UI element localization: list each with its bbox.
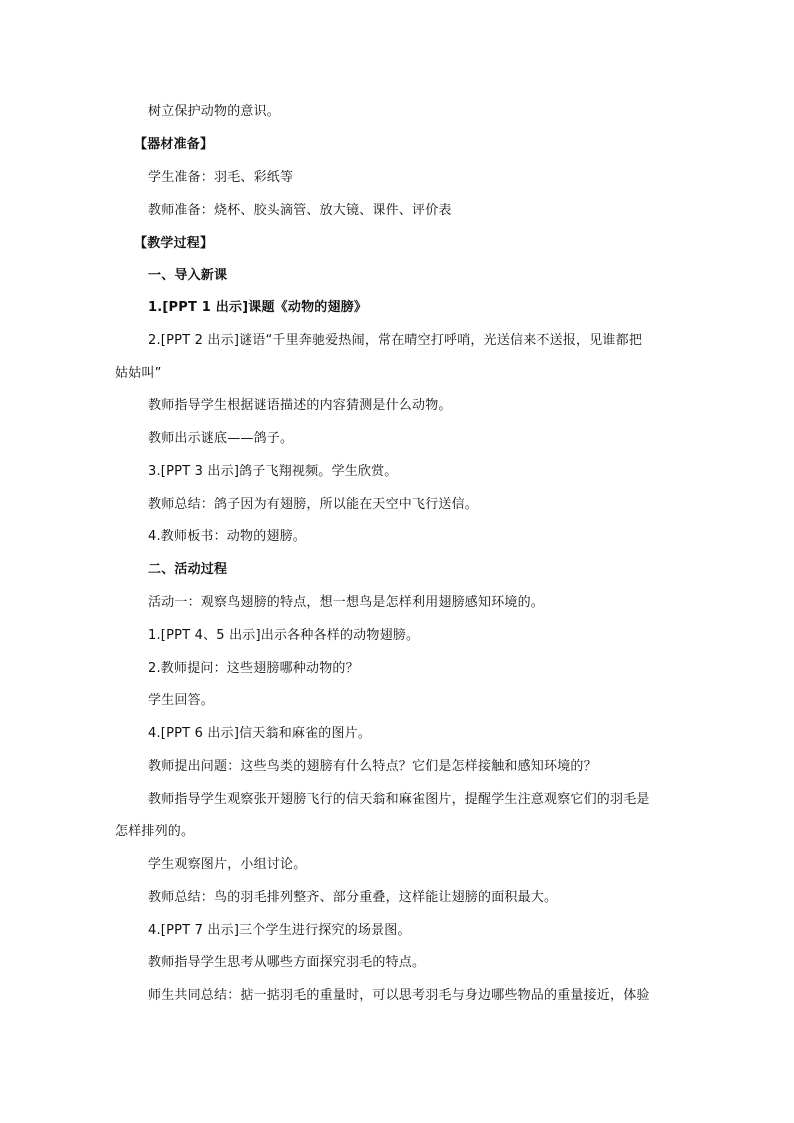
text-line: 1.[PPT 1 出示]课题《动物的翅膀》 xyxy=(148,300,368,315)
text-line: 学生观察图片，小组讨论。 xyxy=(148,857,307,872)
text-line: 3.[PPT 3 出示]鸽子飞翔视频。学生欣赏。 xyxy=(148,464,398,479)
text-line: 教师总结：鸟的羽毛排列整齐、部分重叠，这样能让翅膀的面积最大。 xyxy=(148,890,558,905)
text-line: 教师准备：烧杯、胶头滴管、放大镜、课件、评价表 xyxy=(148,203,452,218)
text-line: 4.教师板书：动物的翅膀。 xyxy=(148,529,307,544)
text-line: 2.[PPT 2 出示]谜语“千里奔驰爱热闹，常在晴空打呼哨，光送信来不送报，见谁都把 xyxy=(148,333,643,348)
text-line: 怎样排列的。 xyxy=(115,824,195,839)
text-line: 学生回答。 xyxy=(148,693,215,708)
text-line: 4.[PPT 6 出示]信天翁和麻雀的图片。 xyxy=(148,726,372,741)
text-line: 教师提出问题：这些鸟类的翅膀有什么特点？它们是怎样接触和感知环境的？ xyxy=(148,759,597,774)
text-line: 2.教师提问：这些翅膀哪种动物的？ xyxy=(148,661,359,676)
text-line: 教师指导学生思考从哪些方面探究羽毛的特点。 xyxy=(148,955,426,970)
text-line: 树立保护动物的意识。 xyxy=(148,104,281,119)
text-line: 学生准备：羽毛、彩纸等 xyxy=(148,170,294,185)
subsection-heading: 二、活动过程 xyxy=(148,562,228,577)
text-line: 教师出示谜底——鸽子。 xyxy=(148,431,294,446)
text-line: 4.[PPT 7 出示]三个学生进行探究的场景图。 xyxy=(148,923,411,938)
text-line: 姑姑叫” xyxy=(115,366,162,381)
section-heading: 【教学过程】 xyxy=(134,236,214,251)
subsection-heading: 一、导入新课 xyxy=(148,268,228,283)
text-line: 活动一：观察鸟翅膀的特点，想一想鸟是怎样利用翅膀感知环境的。 xyxy=(148,595,545,610)
text-line: 教师总结：鸽子因为有翅膀，所以能在天空中飞行送信。 xyxy=(148,497,479,512)
text-line: 教师指导学生观察张开翅膀飞行的信天翁和麻雀图片，提醒学生注意观察它们的羽毛是 xyxy=(148,792,650,807)
text-line: 1.[PPT 4、5 出示]出示各种各样的动物翅膀。 xyxy=(148,628,420,643)
text-line: 师生共同总结：掂一掂羽毛的重量时，可以思考羽毛与身边哪些物品的重量接近，体验 xyxy=(148,988,650,1003)
section-heading: 【器材准备】 xyxy=(134,137,214,152)
text-line: 教师指导学生根据谜语描述的内容猜测是什么动物。 xyxy=(148,398,452,413)
